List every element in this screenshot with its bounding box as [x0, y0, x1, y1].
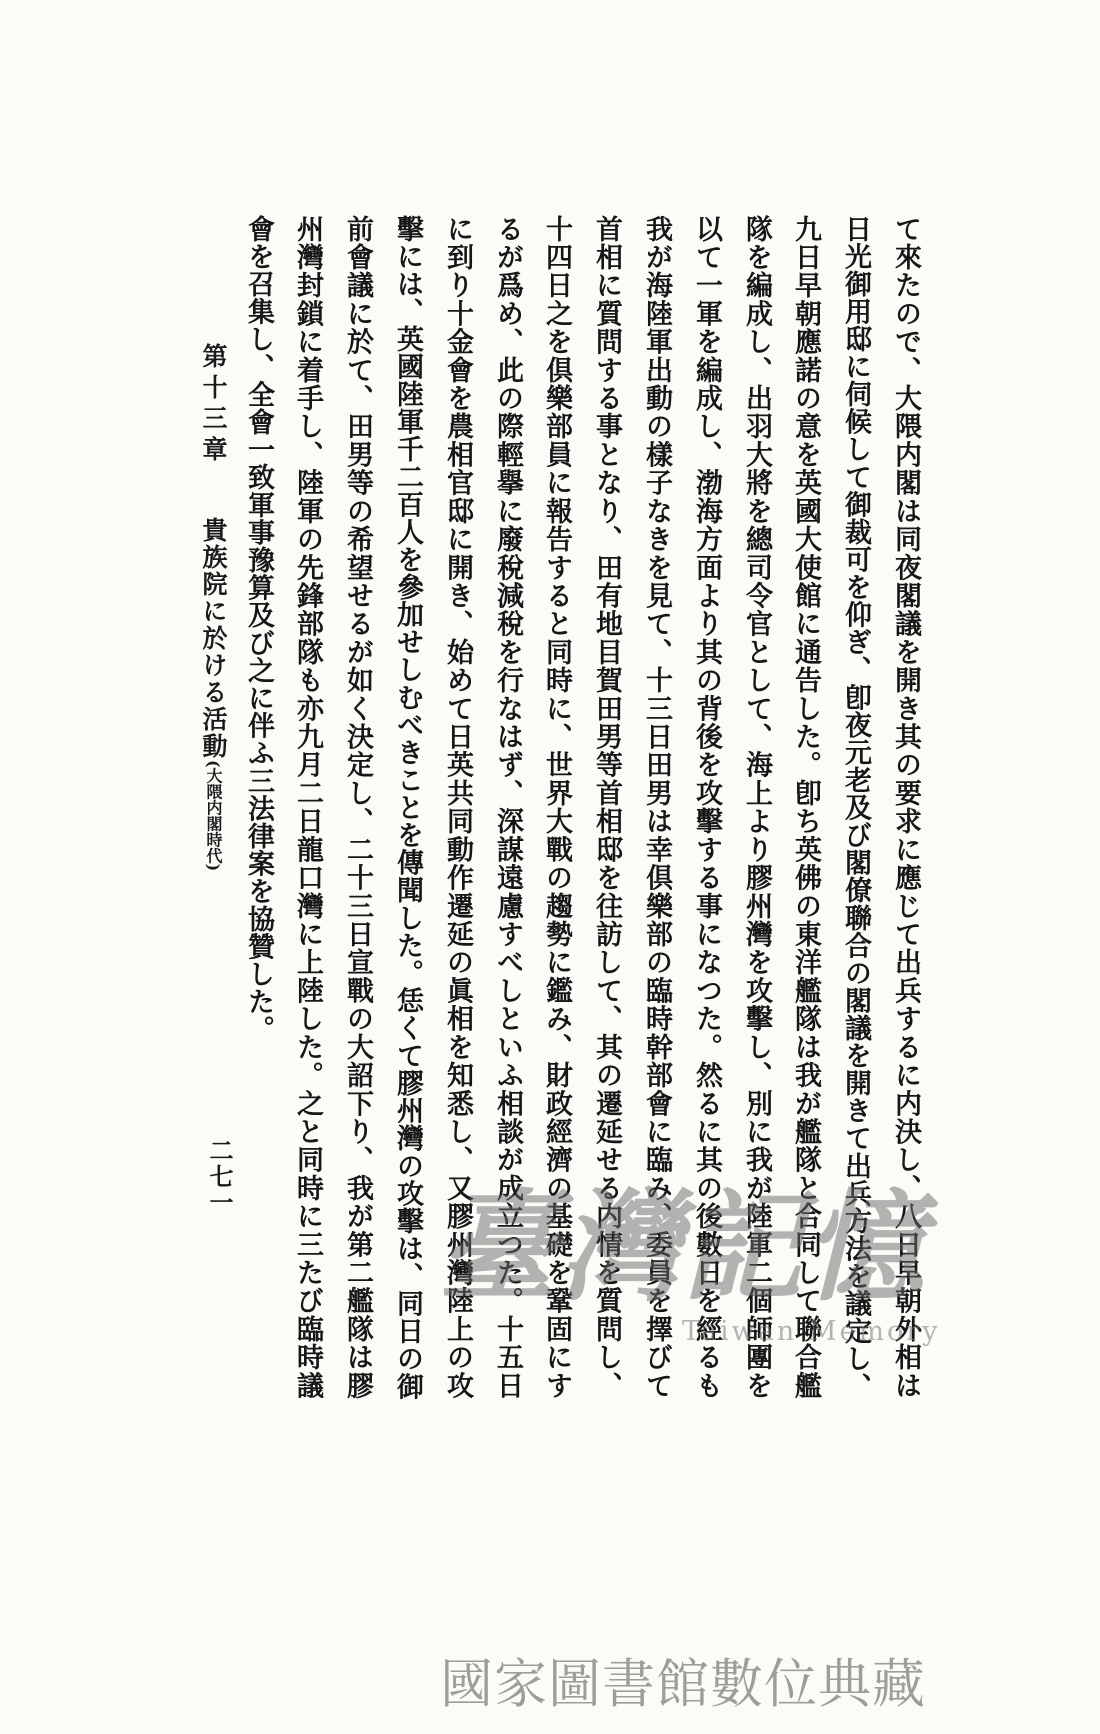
running-head — [198, 343, 228, 871]
chapter-title: 貴族院に於ける活動 — [199, 517, 228, 760]
watermark-institution: 國家圖書館數位典藏 — [440, 1654, 926, 1715]
text-column: 首相に質問する事となり、田有地目賀田男等首相邸を往訪して、其の遷延せる内情を質問し、 — [591, 215, 622, 1400]
text-column: 擊には、英國陸軍千二百人を參加せしむべきことを傳聞した。恁くて膠州灣の攻擊は、同日の御 — [392, 215, 423, 1401]
text-column: 隊を編成し、出羽大將を總司令官として、海上より膠州灣を攻擊し、別に我が陸軍二個師團を — [741, 215, 772, 1400]
chapter-subtitle: (大隈内閣時代) — [204, 760, 223, 872]
chapter-number: 第十三章 — [199, 343, 228, 467]
text-column: るが爲め、此の際輕擧に廢稅減稅を行なはず、深謀遠慮すべしといふ相談が成立つた。十五日 — [492, 215, 523, 1400]
text-column: に到り十金會を農相官邸に開き、始めて日英共同動作遷延の眞相を知悉し、又膠州灣陸上の攻 — [442, 215, 473, 1400]
text-column: 前會議に於て、田男等の希望せるが如く決定し、二十三日宣戰の大詔下り、我が第二艦隊は膠 — [342, 215, 373, 1400]
watermark-logo: 臺灣記憶 — [438, 1177, 926, 1318]
watermark-logo-english: Taiwan Memory — [682, 1316, 941, 1347]
text-column: て來たので、大隈内閣は同夜閣議を開き其の要求に應じて出兵するに内決し、八日早朝外相は — [890, 215, 921, 1400]
text-column: 以て一軍を編成し、渤海方面より其の背後を攻擊する事になつた。然るに其の後數日を經るも — [691, 215, 722, 1400]
page-number: 二七一 — [205, 1138, 234, 1216]
text-column: 九日早朝應諾の意を英國大使館に通告した。卽ち英佛の東洋艦隊は我が艦隊と合同して聯合艦 — [790, 215, 821, 1400]
text-column: 十四日之を倶樂部員に報告すると同時に、世界大戰の趨勢に鑑み、財政經濟の基礎を鞏固にす — [541, 215, 572, 1400]
text-column: 州灣封鎖に着手し、陸軍の先鋒部隊も亦九月二日龍口灣に上陸した。之と同時に三たび臨時議 — [292, 215, 323, 1400]
text-column: 日光御用邸に伺候して御裁可を仰ぎ、卽夜元老及び閣僚聯合の閣議を開きて出兵方法を議定し、 — [840, 215, 871, 1401]
text-column-last: 會を召集し、全會一致軍事豫算及び之に伴ふ三法律案を協贊した。 — [243, 215, 274, 1043]
text-column: 我が海陸軍出動の樣子なきを見て、十三日田男は幸倶樂部の臨時幹部會に臨み、委員を擇びて — [641, 215, 672, 1400]
